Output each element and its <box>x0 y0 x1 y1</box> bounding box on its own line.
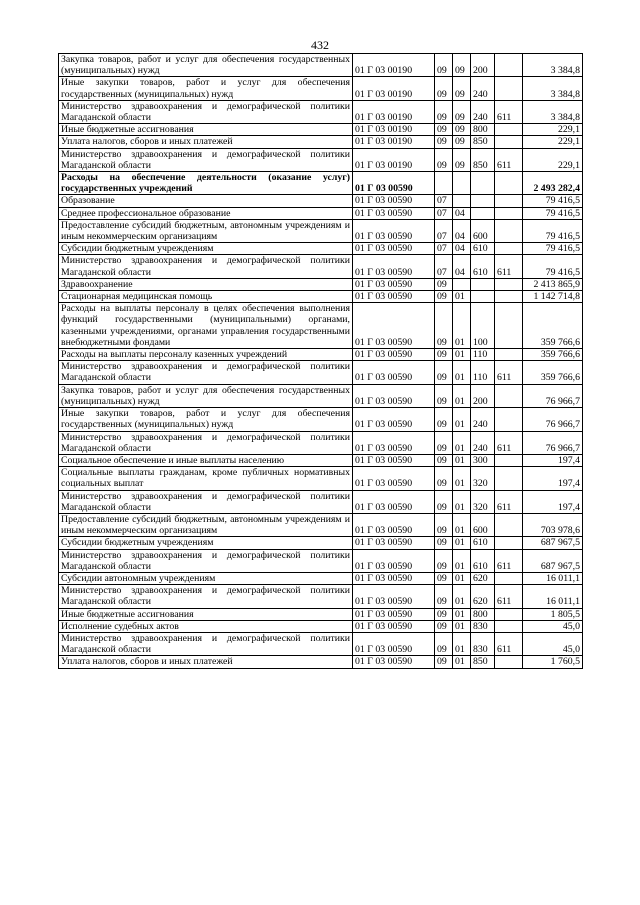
row-amount: 1 805,5 <box>523 608 583 620</box>
row-section: 09 <box>435 278 453 290</box>
row-target-code: 01 Г 03 00590 <box>353 572 435 584</box>
row-subsection: 01 <box>453 549 471 572</box>
row-name: Среднее профессиональное образование <box>59 207 353 219</box>
row-amount: 359 766,6 <box>523 303 583 349</box>
table-row <box>59 136 583 148</box>
row-amount: 3 384,8 <box>523 54 583 77</box>
row-name: Исполнение судебных актов <box>59 620 353 632</box>
row-section: 09 <box>435 408 453 431</box>
table-row <box>59 291 583 303</box>
row-name: Иные бюджетные ассигнования <box>59 608 353 620</box>
row-expense-type: 200 <box>471 384 495 407</box>
row-amount: 687 967,5 <box>523 549 583 572</box>
row-subsection <box>453 278 471 290</box>
row-name: Уплата налогов, сборов и иных платежей <box>59 656 353 668</box>
row-subsection: 09 <box>453 136 471 148</box>
row-section: 09 <box>435 431 453 454</box>
table-row <box>59 124 583 136</box>
row-name: Субсидии бюджетным учреждениям <box>59 243 353 255</box>
row-name: Социальные выплаты гражданам, кроме публичных нормативных социальных выплат <box>59 467 353 490</box>
row-section: 09 <box>435 467 453 490</box>
row-administrator: 611 <box>495 632 523 655</box>
row-expense-type: 850 <box>471 148 495 171</box>
row-expense-type: 610 <box>471 255 495 278</box>
row-section: 09 <box>435 632 453 655</box>
row-administrator: 611 <box>495 549 523 572</box>
row-target-code: 01 Г 03 00590 <box>353 207 435 219</box>
row-section: 09 <box>435 100 453 123</box>
row-section: 09 <box>435 361 453 384</box>
row-target-code: 01 Г 03 00590 <box>353 537 435 549</box>
row-administrator <box>495 243 523 255</box>
row-administrator: 611 <box>495 431 523 454</box>
row-name: Закупка товаров, работ и услуг для обеспечения государственных (муниципальных) нужд <box>59 54 353 77</box>
table-row <box>59 537 583 549</box>
row-amount: 2 493 282,4 <box>523 172 583 195</box>
row-expense-type: 800 <box>471 124 495 136</box>
row-target-code: 01 Г 03 00590 <box>353 608 435 620</box>
row-section: 09 <box>435 384 453 407</box>
row-administrator <box>495 572 523 584</box>
row-expense-type: 800 <box>471 608 495 620</box>
row-section: 09 <box>435 572 453 584</box>
row-name: Здравоохранение <box>59 278 353 290</box>
row-section: 07 <box>435 195 453 207</box>
row-target-code: 01 Г 03 00590 <box>353 454 435 466</box>
row-administrator: 611 <box>495 361 523 384</box>
table-row <box>59 148 583 171</box>
row-expense-type: 240 <box>471 77 495 100</box>
row-amount: 16 011,1 <box>523 585 583 608</box>
page-number: 432 <box>311 38 329 52</box>
table-row <box>59 513 583 536</box>
row-administrator <box>495 54 523 77</box>
row-name: Предоставление субсидий бюджетным, автономным учреждениям и иным некоммерческим организациям <box>59 513 353 536</box>
row-expense-type <box>471 172 495 195</box>
table-row <box>59 608 583 620</box>
row-target-code: 01 Г 03 00590 <box>353 291 435 303</box>
table-row <box>59 632 583 655</box>
row-section: 09 <box>435 124 453 136</box>
table-row <box>59 431 583 454</box>
row-subsection: 01 <box>453 608 471 620</box>
row-amount: 1 760,5 <box>523 656 583 668</box>
row-amount: 79 416,5 <box>523 255 583 278</box>
row-target-code: 01 Г 03 00190 <box>353 100 435 123</box>
row-section: 09 <box>435 136 453 148</box>
row-target-code: 01 Г 03 00590 <box>353 620 435 632</box>
row-target-code: 01 Г 03 00590 <box>353 361 435 384</box>
row-section: 07 <box>435 243 453 255</box>
row-name: Уплата налогов, сборов и иных платежей <box>59 136 353 148</box>
row-name: Министерство здравоохранения и демографической политики Магаданской области <box>59 255 353 278</box>
row-section: 07 <box>435 219 453 242</box>
row-section: 09 <box>435 608 453 620</box>
row-target-code: 01 Г 03 00590 <box>353 255 435 278</box>
row-name: Иные бюджетные ассигнования <box>59 124 353 136</box>
row-amount: 703 978,6 <box>523 513 583 536</box>
budget-table-body <box>59 54 583 669</box>
row-administrator <box>495 454 523 466</box>
row-expense-type: 620 <box>471 585 495 608</box>
row-target-code: 01 Г 03 00590 <box>353 172 435 195</box>
table-row <box>59 100 583 123</box>
row-expense-type: 110 <box>471 361 495 384</box>
row-name: Министерство здравоохранения и демографической политики Магаданской области <box>59 549 353 572</box>
row-subsection: 01 <box>453 349 471 361</box>
row-section: 09 <box>435 349 453 361</box>
row-administrator <box>495 303 523 349</box>
row-subsection: 01 <box>453 490 471 513</box>
row-amount: 45,0 <box>523 620 583 632</box>
row-section: 09 <box>435 454 453 466</box>
row-amount: 1 142 714,8 <box>523 291 583 303</box>
table-row <box>59 219 583 242</box>
row-target-code: 01 Г 03 00590 <box>353 195 435 207</box>
row-expense-type <box>471 278 495 290</box>
row-target-code: 01 Г 03 00590 <box>353 656 435 668</box>
table-row <box>59 207 583 219</box>
row-target-code: 01 Г 03 00590 <box>353 303 435 349</box>
row-subsection: 01 <box>453 303 471 349</box>
row-section: 09 <box>435 549 453 572</box>
row-expense-type: 850 <box>471 136 495 148</box>
row-subsection: 01 <box>453 585 471 608</box>
row-target-code: 01 Г 03 00190 <box>353 124 435 136</box>
table-row <box>59 195 583 207</box>
row-expense-type: 610 <box>471 549 495 572</box>
row-subsection <box>453 195 471 207</box>
row-subsection: 01 <box>453 384 471 407</box>
row-administrator <box>495 408 523 431</box>
row-administrator <box>495 124 523 136</box>
row-expense-type: 620 <box>471 572 495 584</box>
row-section: 07 <box>435 207 453 219</box>
row-expense-type: 240 <box>471 408 495 431</box>
row-target-code: 01 Г 03 00590 <box>353 349 435 361</box>
row-administrator: 611 <box>495 490 523 513</box>
row-amount: 359 766,6 <box>523 361 583 384</box>
row-target-code: 01 Г 03 00590 <box>353 467 435 490</box>
row-amount: 76 966,7 <box>523 384 583 407</box>
row-target-code: 01 Г 03 00590 <box>353 219 435 242</box>
row-administrator <box>495 172 523 195</box>
row-section: 09 <box>435 656 453 668</box>
row-expense-type: 850 <box>471 656 495 668</box>
row-target-code: 01 Г 03 00590 <box>353 431 435 454</box>
row-section: 09 <box>435 54 453 77</box>
row-expense-type: 240 <box>471 100 495 123</box>
row-subsection: 01 <box>453 572 471 584</box>
row-administrator <box>495 349 523 361</box>
row-amount: 359 766,6 <box>523 349 583 361</box>
row-administrator <box>495 620 523 632</box>
row-section: 09 <box>435 537 453 549</box>
table-row <box>59 656 583 668</box>
row-administrator <box>495 384 523 407</box>
row-amount: 79 416,5 <box>523 207 583 219</box>
row-name: Расходы на выплаты персоналу казенных учреждений <box>59 349 353 361</box>
row-section: 09 <box>435 77 453 100</box>
row-expense-type: 830 <box>471 620 495 632</box>
row-section: 09 <box>435 303 453 349</box>
budget-table <box>58 53 583 669</box>
row-amount: 229,1 <box>523 124 583 136</box>
table-row <box>59 361 583 384</box>
row-subsection: 04 <box>453 243 471 255</box>
row-amount: 197,4 <box>523 454 583 466</box>
row-subsection: 01 <box>453 431 471 454</box>
row-subsection: 01 <box>453 361 471 384</box>
row-name: Расходы на обеспечение деятельности (оказание услуг) государственных учреждений <box>59 172 353 195</box>
row-administrator <box>495 77 523 100</box>
row-target-code: 01 Г 03 00190 <box>353 54 435 77</box>
table-row <box>59 278 583 290</box>
row-target-code: 01 Г 03 00590 <box>353 632 435 655</box>
table-row <box>59 408 583 431</box>
row-administrator: 611 <box>495 148 523 171</box>
row-amount: 3 384,8 <box>523 100 583 123</box>
row-amount: 229,1 <box>523 148 583 171</box>
row-expense-type: 830 <box>471 632 495 655</box>
row-section: 09 <box>435 585 453 608</box>
row-name: Министерство здравоохранения и демографической политики Магаданской области <box>59 632 353 655</box>
row-name: Стационарная медицинская помощь <box>59 291 353 303</box>
row-target-code: 01 Г 03 00590 <box>353 243 435 255</box>
row-amount: 79 416,5 <box>523 243 583 255</box>
row-administrator <box>495 278 523 290</box>
row-amount: 687 967,5 <box>523 537 583 549</box>
row-subsection: 01 <box>453 467 471 490</box>
row-expense-type <box>471 207 495 219</box>
row-name: Образование <box>59 195 353 207</box>
row-amount: 76 966,7 <box>523 408 583 431</box>
row-expense-type: 610 <box>471 537 495 549</box>
row-expense-type: 600 <box>471 219 495 242</box>
table-row <box>59 255 583 278</box>
row-expense-type: 110 <box>471 349 495 361</box>
row-amount: 76 966,7 <box>523 431 583 454</box>
row-subsection: 09 <box>453 54 471 77</box>
row-subsection <box>453 172 471 195</box>
row-subsection: 01 <box>453 620 471 632</box>
row-subsection: 01 <box>453 291 471 303</box>
row-administrator: 611 <box>495 100 523 123</box>
table-row <box>59 585 583 608</box>
row-administrator <box>495 537 523 549</box>
row-administrator <box>495 513 523 536</box>
row-administrator <box>495 608 523 620</box>
row-subsection: 01 <box>453 537 471 549</box>
table-row <box>59 349 583 361</box>
table-row <box>59 620 583 632</box>
row-name: Социальное обеспечение и иные выплаты населению <box>59 454 353 466</box>
row-subsection: 04 <box>453 207 471 219</box>
row-target-code: 01 Г 03 00590 <box>353 408 435 431</box>
table-row <box>59 54 583 77</box>
row-section: 07 <box>435 255 453 278</box>
row-subsection: 04 <box>453 255 471 278</box>
table-row <box>59 572 583 584</box>
row-section: 09 <box>435 620 453 632</box>
row-administrator <box>495 195 523 207</box>
table-row <box>59 549 583 572</box>
row-section: 09 <box>435 490 453 513</box>
row-name: Субсидии автономным учреждениям <box>59 572 353 584</box>
row-name: Министерство здравоохранения и демографической политики Магаданской области <box>59 490 353 513</box>
row-target-code: 01 Г 03 00590 <box>353 513 435 536</box>
row-administrator <box>495 656 523 668</box>
row-target-code: 01 Г 03 00590 <box>353 549 435 572</box>
row-administrator <box>495 467 523 490</box>
row-subsection: 01 <box>453 632 471 655</box>
row-amount: 79 416,5 <box>523 195 583 207</box>
row-amount: 197,4 <box>523 490 583 513</box>
row-name: Иные закупки товаров, работ и услуг для обеспечения государственных (муниципальных) нужд <box>59 408 353 431</box>
row-target-code: 01 Г 03 00590 <box>353 490 435 513</box>
row-subsection: 01 <box>453 513 471 536</box>
row-name: Министерство здравоохранения и демографической политики Магаданской области <box>59 148 353 171</box>
row-subsection: 09 <box>453 100 471 123</box>
row-expense-type <box>471 195 495 207</box>
row-target-code: 01 Г 03 00190 <box>353 148 435 171</box>
row-section: 09 <box>435 148 453 171</box>
row-expense-type: 320 <box>471 467 495 490</box>
row-amount: 229,1 <box>523 136 583 148</box>
row-amount: 45,0 <box>523 632 583 655</box>
table-row <box>59 454 583 466</box>
row-target-code: 01 Г 03 00190 <box>353 77 435 100</box>
row-amount: 3 384,8 <box>523 77 583 100</box>
row-amount: 79 416,5 <box>523 219 583 242</box>
row-subsection: 09 <box>453 124 471 136</box>
row-administrator <box>495 136 523 148</box>
row-amount: 197,4 <box>523 467 583 490</box>
row-target-code: 01 Г 03 00190 <box>353 136 435 148</box>
row-administrator: 611 <box>495 255 523 278</box>
row-name: Иные закупки товаров, работ и услуг для обеспечения государственных (муниципальных) нужд <box>59 77 353 100</box>
row-expense-type: 320 <box>471 490 495 513</box>
row-amount: 2 413 865,9 <box>523 278 583 290</box>
row-administrator: 611 <box>495 585 523 608</box>
table-row <box>59 77 583 100</box>
table-row <box>59 384 583 407</box>
row-section: 09 <box>435 291 453 303</box>
row-administrator <box>495 219 523 242</box>
row-name: Предоставление субсидий бюджетным, автономным учреждениям и иным некоммерческим организациям <box>59 219 353 242</box>
table-row <box>59 243 583 255</box>
row-expense-type: 300 <box>471 454 495 466</box>
row-name: Министерство здравоохранения и демографической политики Магаданской области <box>59 100 353 123</box>
table-row <box>59 490 583 513</box>
table-row <box>59 172 583 195</box>
row-name: Министерство здравоохранения и демографической политики Магаданской области <box>59 585 353 608</box>
row-amount: 16 011,1 <box>523 572 583 584</box>
row-section: 09 <box>435 513 453 536</box>
row-subsection: 09 <box>453 148 471 171</box>
row-expense-type: 100 <box>471 303 495 349</box>
row-name: Министерство здравоохранения и демографической политики Магаданской области <box>59 361 353 384</box>
row-target-code: 01 Г 03 00590 <box>353 278 435 290</box>
row-expense-type: 200 <box>471 54 495 77</box>
row-name: Расходы на выплаты персоналу в целях обеспечения выполнения функций государственными (муниципальными) органами, казенными учреждениями, органами управления государственными внебюджетными фондами <box>59 303 353 349</box>
row-target-code: 01 Г 03 00590 <box>353 585 435 608</box>
row-administrator <box>495 291 523 303</box>
row-expense-type <box>471 291 495 303</box>
row-target-code: 01 Г 03 00590 <box>353 384 435 407</box>
row-expense-type: 600 <box>471 513 495 536</box>
row-subsection: 01 <box>453 656 471 668</box>
row-name: Закупка товаров, работ и услуг для обеспечения государственных (муниципальных) нужд <box>59 384 353 407</box>
row-subsection: 01 <box>453 454 471 466</box>
row-name: Министерство здравоохранения и демографической политики Магаданской области <box>59 431 353 454</box>
row-subsection: 09 <box>453 77 471 100</box>
row-subsection: 01 <box>453 408 471 431</box>
row-subsection: 04 <box>453 219 471 242</box>
row-expense-type: 240 <box>471 431 495 454</box>
table-row <box>59 467 583 490</box>
row-name: Субсидии бюджетным учреждениям <box>59 537 353 549</box>
row-section <box>435 172 453 195</box>
table-row <box>59 303 583 349</box>
row-administrator <box>495 207 523 219</box>
row-expense-type: 610 <box>471 243 495 255</box>
